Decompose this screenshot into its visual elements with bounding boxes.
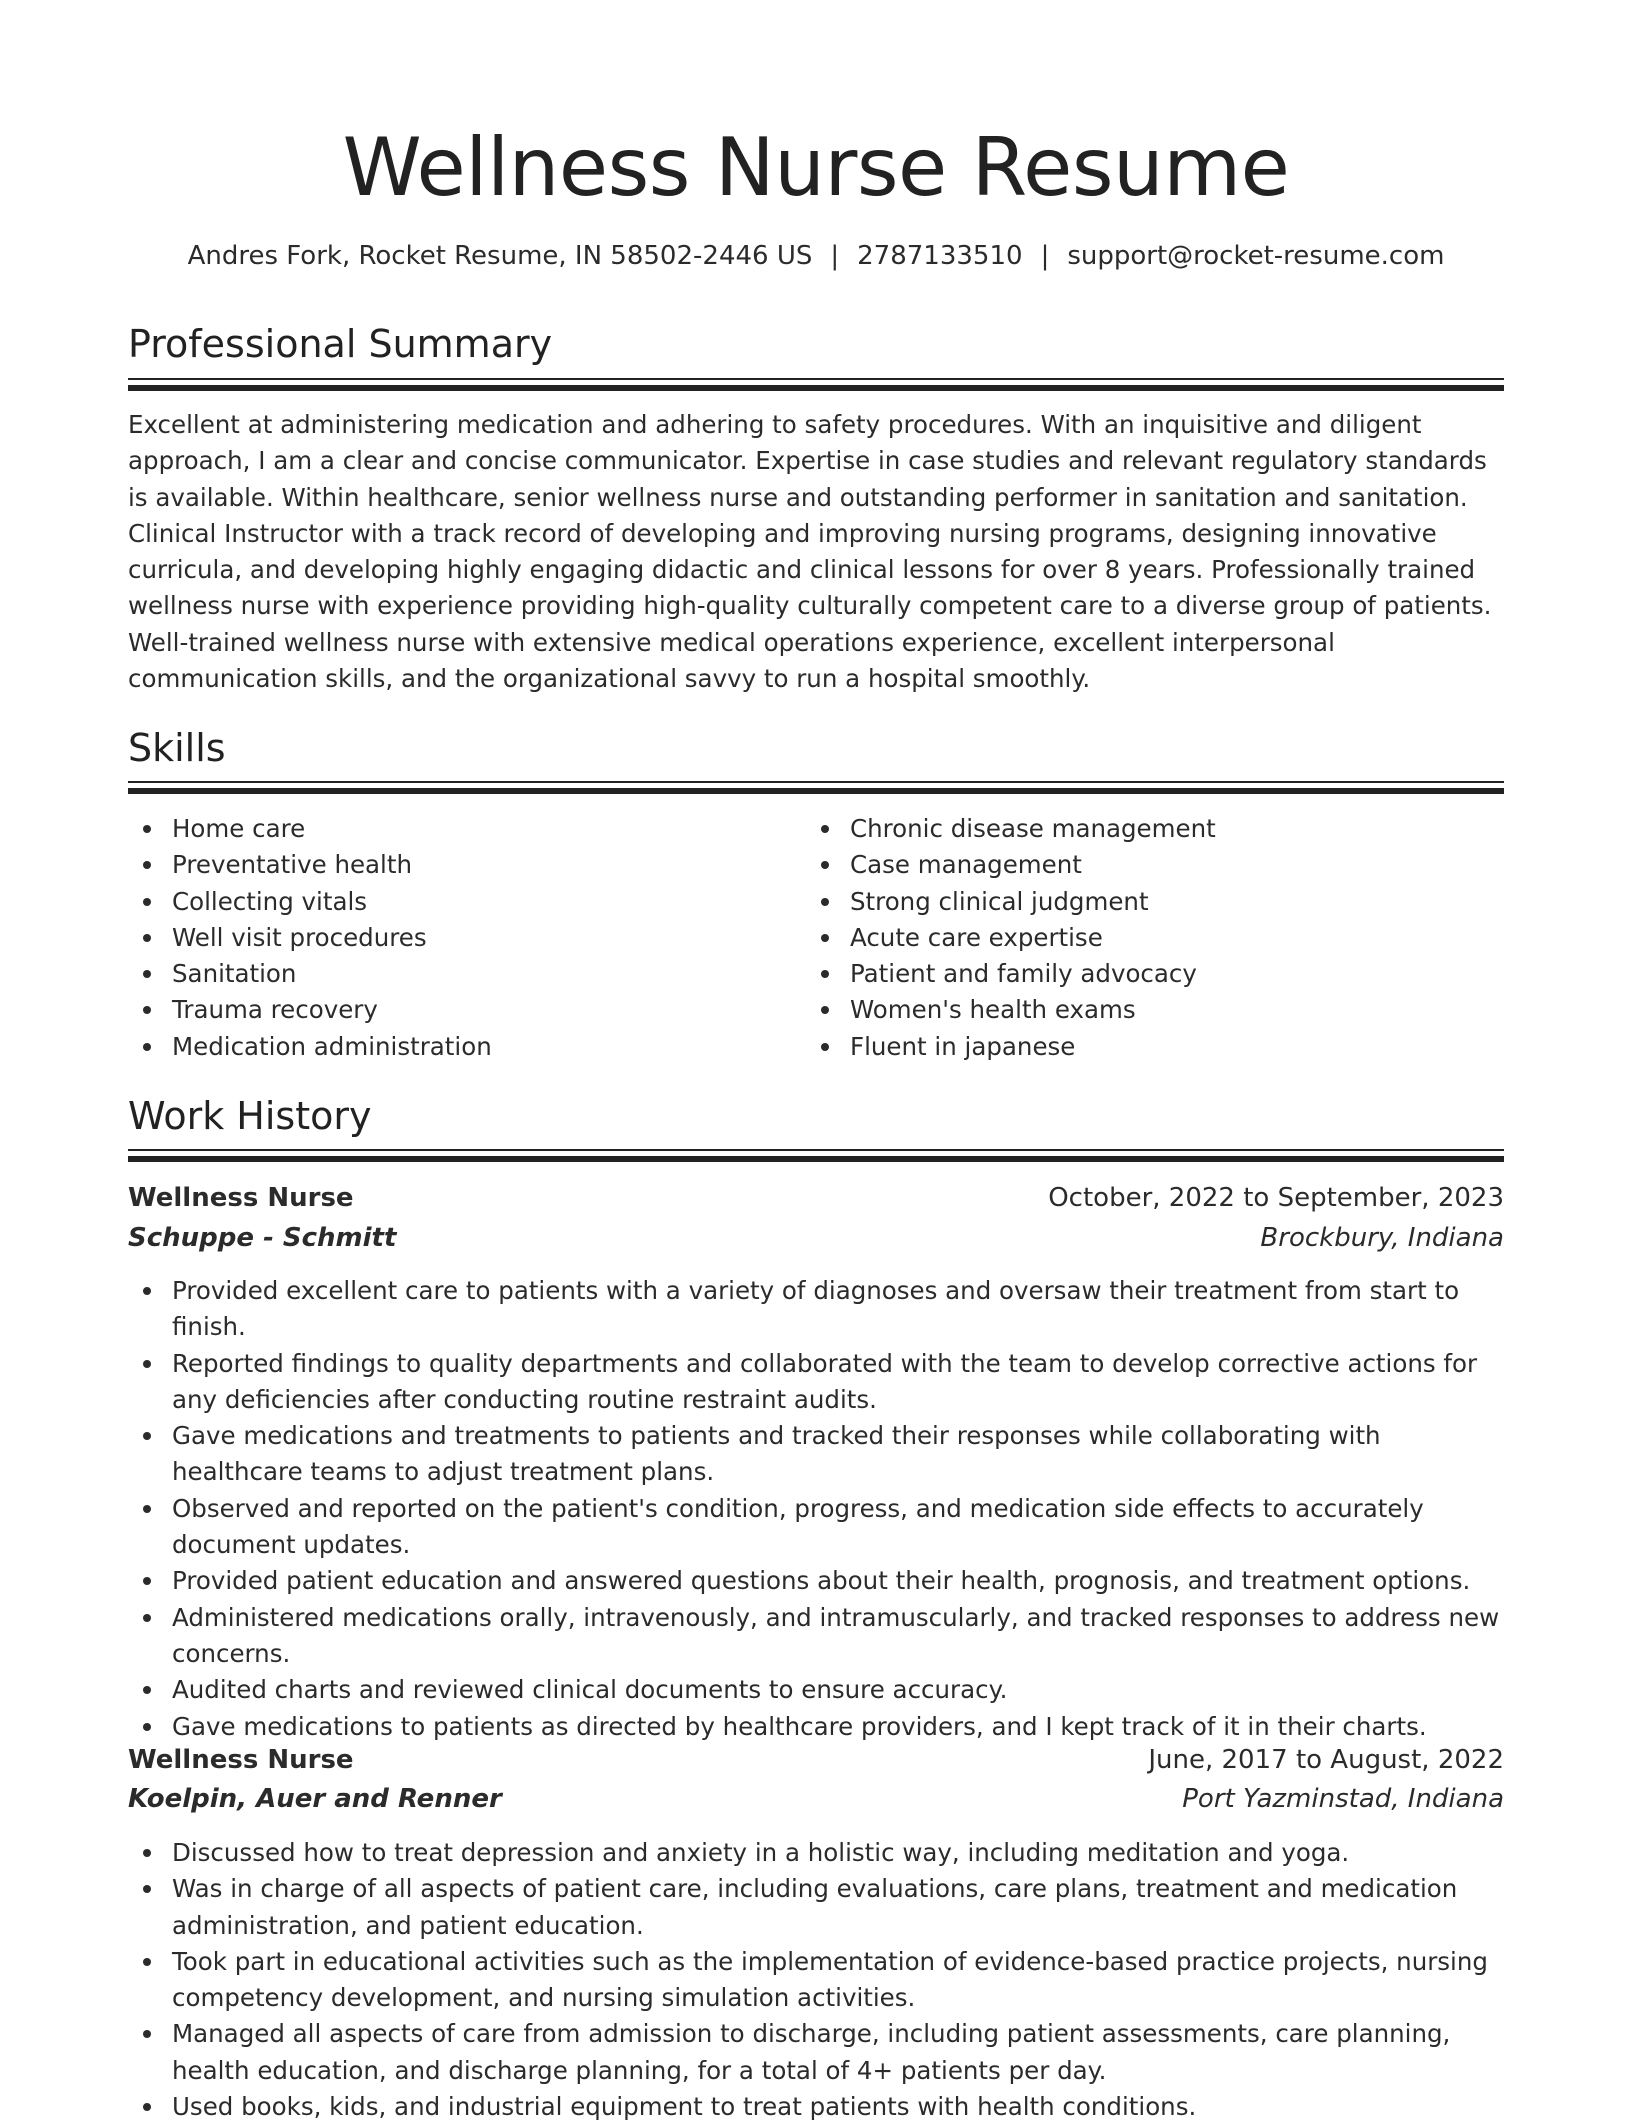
skill-item: Home care [128, 811, 808, 847]
contact-phone: 2787133510 [857, 241, 1023, 271]
job-dates: October, 2022 to September, 2023 [1048, 1183, 1504, 1213]
job-duties-list [128, 1273, 1504, 1745]
job-duty: Used books, kids, and industrial equipment to treat patients with health conditions. [128, 2089, 1504, 2125]
job-duty: Provided patient education and answered questions about their health, prognosis, and treatment options. [128, 1563, 1504, 1599]
contact-separator: | [830, 241, 840, 271]
skills-list-left [128, 811, 808, 1065]
job-duties-list [128, 1835, 1504, 2125]
section-divider [128, 378, 1504, 392]
job-duty: Provided excellent care to patients with a variety of diagnoses and oversaw their treatment from start to finish. [128, 1273, 1504, 1346]
job-company: Koelpin, Auer and Renner [128, 1784, 502, 1814]
job-duty: Observed and reported on the patient's condition, progress, and medication side effects to accurately document updates. [128, 1491, 1504, 1564]
contact-line [128, 238, 1504, 274]
resume-title: Wellness Nurse Resume [342, 121, 1290, 214]
job-location: Brockbury, Indiana [1260, 1223, 1504, 1253]
job-duty: Audited charts and reviewed clinical documents to ensure accuracy. [128, 1672, 1504, 1708]
job-title: Wellness Nurse [128, 1183, 354, 1213]
skill-item: Well visit procedures [128, 920, 808, 956]
section-divider [128, 1149, 1504, 1163]
contact-address: Andres Fork, Rocket Resume, IN 58502-2446 US [187, 241, 813, 271]
job-duty: Reported findings to quality departments and collaborated with the team to develop corrective actions for any deficiencies after conducting routine restraint audits. [128, 1346, 1504, 1419]
skill-item: Medication administration [128, 1029, 808, 1065]
job-duty: Took part in educational activities such as the implementation of evidence-based practice projects, nursing competency development, and nursing simulation activities. [128, 1944, 1504, 2017]
job-duty: Discussed how to treat depression and anxiety in a holistic way, including meditation and yoga. [128, 1835, 1504, 1871]
job-company: Schuppe - Schmitt [128, 1223, 397, 1253]
skill-item: Patient and family advocacy [806, 956, 1486, 992]
job-duty: Gave medications to patients as directed by healthcare providers, and I kept track of it in their charts. [128, 1709, 1504, 1745]
summary-text: Excellent at administering medication and adhering to safety procedures. With an inquisitive and diligent approach, I am a clear and concise communicator. Expertise in case studies and relevant regulatory standards is available. Within healthcare, senior wellness nurse and outstanding performer in sanitation and sanitation. Clinical Instructor with a track record of developing and improving nursing programs, designing innovative curricula, and developing highly engaging didactic and clinical lessons for over 8 years. Professionally trained wellness nurse with experience providing high-quality culturally competent care to a diverse group of patients. Well-trained wellness nurse with extensive medical operations experience, excellent interpersonal communication skills, and the organizational savvy to run a hospital smoothly. [128, 410, 1492, 694]
skill-item: Acute care expertise [806, 920, 1486, 956]
job-duty: Was in charge of all aspects of patient care, including evaluations, care plans, treatment and medication administration, and patient education. [128, 1871, 1504, 1944]
skill-item: Strong clinical judgment [806, 884, 1486, 920]
skill-item: Case management [806, 847, 1486, 883]
skill-item: Preventative health [128, 847, 808, 883]
section-divider [128, 781, 1504, 795]
contact-email: support@rocket-resume.com [1067, 241, 1445, 271]
contact-separator: | [1040, 241, 1050, 271]
work-history-heading: Work History [128, 1094, 372, 1138]
job-duty: Administered medications orally, intravenously, and intramuscularly, and tracked responses to address new concerns. [128, 1600, 1504, 1673]
job-duty: Managed all aspects of care from admission to discharge, including patient assessments, care planning, health education, and discharge planning, for a total of 4+ patients per day. [128, 2016, 1504, 2089]
summary-heading: Professional Summary [128, 322, 553, 366]
skill-item: Fluent in japanese [806, 1029, 1486, 1065]
job-duty: Gave medications and treatments to patients and tracked their responses while collaborating with healthcare teams to adjust treatment plans. [128, 1418, 1504, 1491]
skill-item: Sanitation [128, 956, 808, 992]
skill-item: Chronic disease management [806, 811, 1486, 847]
skills-list-right [806, 811, 1486, 1065]
skill-item: Women's health exams [806, 992, 1486, 1028]
skill-item: Collecting vitals [128, 884, 808, 920]
skill-item: Trauma recovery [128, 992, 808, 1028]
job-location: Port Yazminstad, Indiana [1182, 1784, 1504, 1814]
job-title: Wellness Nurse [128, 1745, 354, 1775]
skills-heading: Skills [128, 726, 226, 770]
job-dates: June, 2017 to August, 2022 [1148, 1745, 1504, 1775]
